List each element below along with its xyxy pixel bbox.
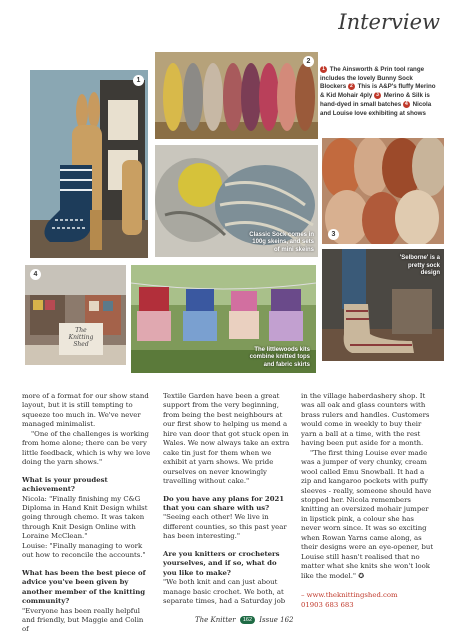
interview-question: What has been the best piece of advice you've been given by another member of the knitting community? [22, 568, 146, 606]
photo-littlewoods-kits [131, 265, 316, 373]
interview-question: Are you knitters or crocheters yourselves, and if so, what do you like to make? [163, 549, 280, 577]
caption-text: Nicola and Louise love exhibiting at shows [320, 100, 432, 117]
paragraph: "Seeing each other! We live in different counties, so this past year has been interesting." [163, 513, 287, 541]
photo-badge-4: 4 [30, 269, 41, 280]
booth-sign-line2: Shed [73, 341, 89, 348]
interview-question: Do you have any plans for 2021 that you can share with us? [163, 494, 285, 512]
booth-sign-line1: The Knitting [68, 327, 94, 341]
website-link[interactable]: – www.theknittingshed.com [301, 591, 398, 600]
photo-badge-2: 2 [303, 56, 314, 67]
paragraph: Textile Garden have been a great support from the very beginning, from being the best neighbours at our first show to helping us mend a hire van door that got stuck open in Wales. We now always take an extra cake tin just for them when we exhibit at yarn shows. We pride ourselves on never knowingly travelling without cake." [163, 392, 290, 486]
caption-number: 2 [348, 83, 355, 90]
paragraph: "One of the challenges is working from home alone; there can be very little feedback, which is why we love doing the yarn shows." [22, 429, 151, 467]
photo-merino-silk [322, 138, 444, 244]
caption-number: 4 [403, 101, 410, 108]
caption-number: 3 [374, 92, 381, 99]
phone-number: 01903 683 683 [301, 600, 354, 609]
caption-classic-sock: Classic Sock comes in 100g skeins, and sets of mini skeins [249, 231, 314, 253]
paragraph: Nicola: "Finally finishing my C&G Diploma in Hand Knit Design whilst going through chemo. It was taken through Knit Design Online with Loraine McClean." [22, 494, 148, 541]
article-column-3 [301, 392, 434, 610]
photo-selborne-sock [322, 249, 444, 361]
magazine-name: The Knitter [195, 616, 236, 624]
caption-number: 1 [320, 66, 327, 73]
photo-classic-sock [155, 145, 318, 257]
paragraph: more of a format for our show stand layout, but it is still tempting to squeeze too much in. We've never managed minimalist. [22, 392, 149, 429]
photo-show-stand [25, 265, 126, 365]
photo-badge-1: 1 [133, 75, 144, 86]
contact-block [301, 591, 434, 610]
paragraph: "We both knit and can just about manage basic crochet. We both, at separate times, had a Saturday job [163, 578, 286, 606]
interview-question: What is your proudest achievement? [22, 475, 108, 494]
paragraph: Louise: "Finally managing to work out how to reconcile the accounts." [22, 541, 146, 560]
caption-text: The Ainsworth & Prin tool range includes the lovely Bunny Sock Blockers [320, 66, 425, 91]
caption-text: Merino & Silk is hand-dyed in small batches [320, 92, 430, 108]
photo-mohair-skeins [155, 52, 318, 139]
caption-littlewoods: The littlewoods kits combine knitted tops and fabric skirts [249, 346, 310, 368]
caption-text: This is A&P's fluffy Merino & Kid Mohair 4ply [320, 83, 436, 100]
issue-number: Issue 162 [259, 616, 294, 624]
article-column-2 [163, 392, 292, 607]
website-url[interactable]: www.theknittingshed.com [306, 591, 398, 600]
photo-badge-3: 3 [328, 229, 339, 240]
photo-captions [320, 66, 440, 118]
page-number: 162 [240, 616, 255, 624]
photo-sock-blockers [30, 70, 148, 258]
paragraph: in the village haberdashery shop. It was all oak and glass counters with brass rulers and handles. Customers would come in weekly to buy their yarn a ball at a time, with the rest having been put aside for a month. [301, 392, 430, 448]
page-footer [195, 616, 293, 624]
section-title: Interview [338, 10, 440, 34]
paragraph: "Everyone has been really helpful and friendly, but Maggie and Colin of [22, 606, 144, 634]
caption-selborne: 'Selborne' is a pretty sock design [399, 255, 440, 276]
booth-sign [62, 327, 100, 348]
paragraph: "The first thing Louise ever made was a jumper of very chunky, cream wool called Emu Snowball. It had a zip and kangaroo pockets with puffy sleeves - really, someone should have stopped her. Nicola remembers knitting an oversized mohair jumper in lipstick pink, a colour she has never worn since. It was so exciting when Rowan Yarns came along, as their designs were an eye-opener, but Louise still hasn't realised that no matter what she knits she won't look like the model." ✪ [301, 448, 434, 580]
article-column-1 [22, 392, 151, 635]
